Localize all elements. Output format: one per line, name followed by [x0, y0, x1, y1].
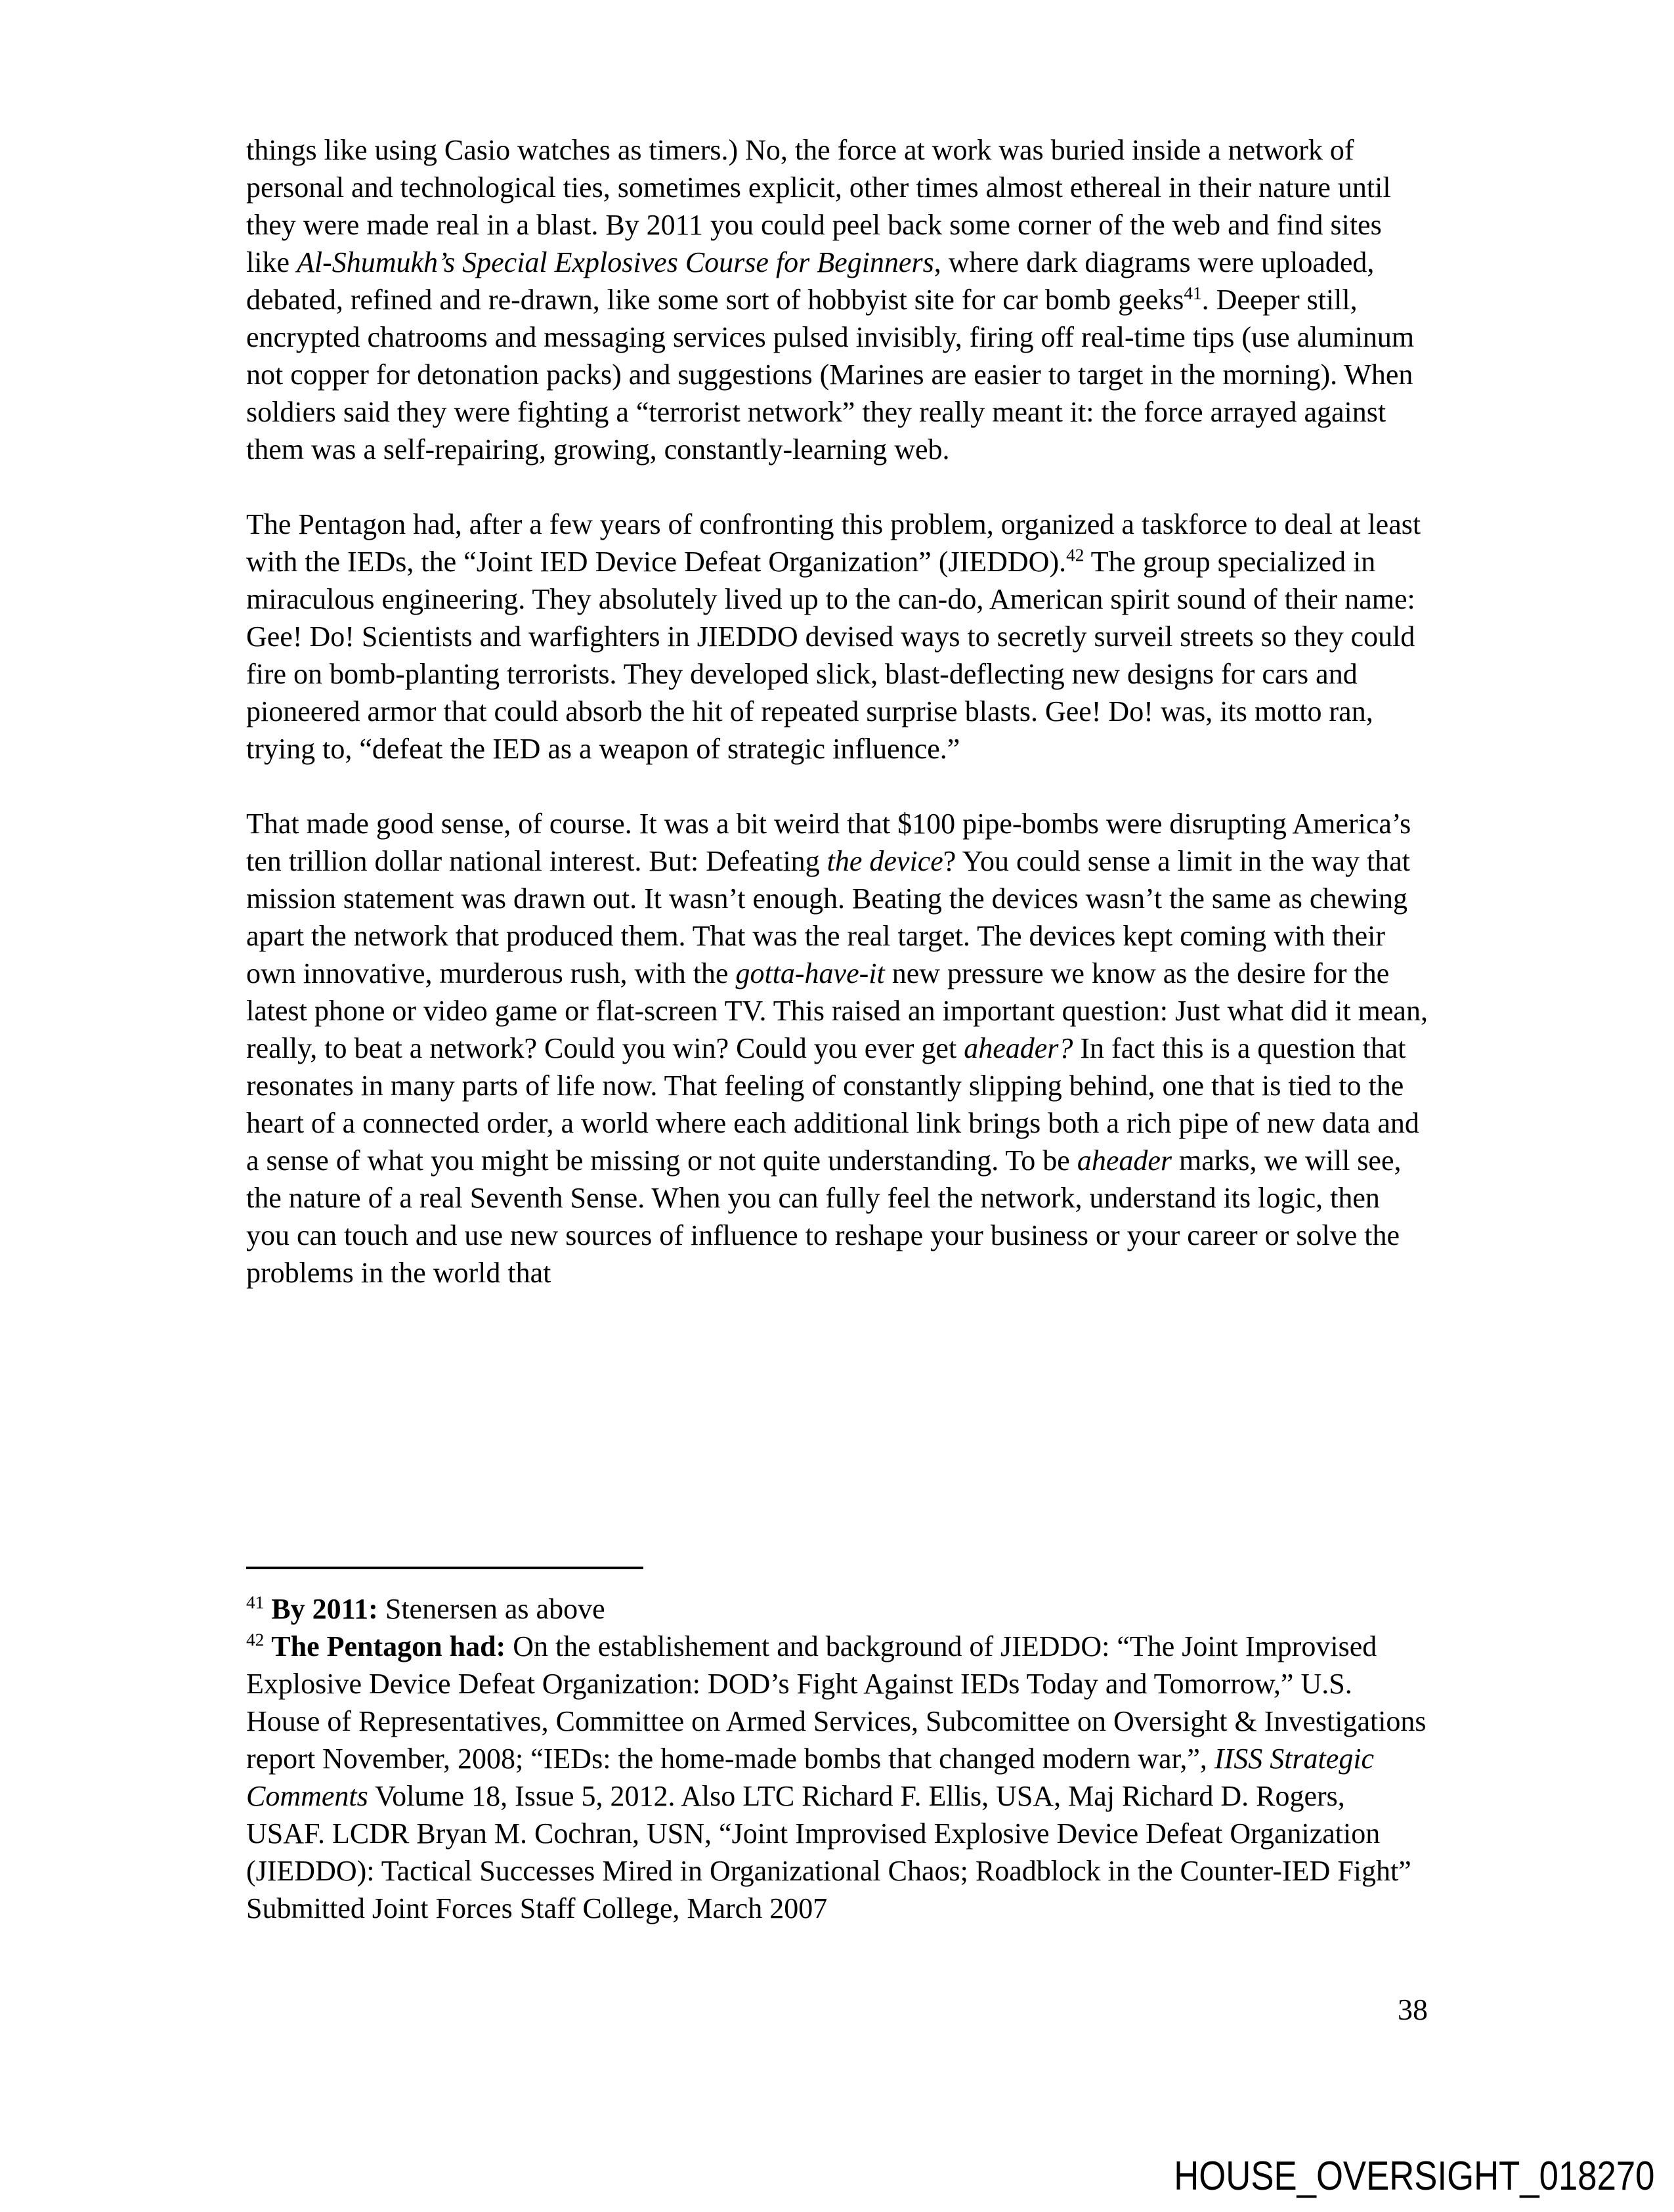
- paragraph: [246, 506, 1428, 768]
- footnote-reference: 41: [1184, 283, 1202, 303]
- text-run: Stenersen as above: [377, 1593, 605, 1625]
- text-run: Volume 18, Issue 5, 2012. Also LTC Richard F. Ellis, USA, Maj Richard D. Rogers, USAF. LCDR Bryan M. Cochran, USN, “Joint Improvised Explosive Device Defeat Organization (JIEDDO): Tactical Successes Mired in Organizational Chaos; Roadblock in the Counter-IED Fight” Submitted Joint Forces Staff College, March 2007: [246, 1780, 1411, 1924]
- paragraph: [246, 805, 1428, 1291]
- footnote: [246, 1628, 1428, 1927]
- bates-stamp: HOUSE_OVERSIGHT_018270: [1173, 2154, 1654, 2199]
- text-run: the device: [826, 845, 943, 877]
- body-text: [246, 131, 1428, 1291]
- text-run: By 2011:: [271, 1593, 378, 1625]
- footnote: [246, 1590, 1428, 1628]
- text-run: , where dark diagrams were uploaded, debated, refined and re-drawn, like some sort of hobbyist site for car bomb geeks: [246, 246, 1375, 316]
- text-run: In fact this is a question that resonates in many parts of life now. That feeling of constantly slipping behind, one that is tied to the heart of a connected order, a world where each additional link brings both a rich pipe of new data and a sense of what you might be missing or not quite understanding. To be: [246, 1032, 1419, 1177]
- text-run: The group specialized in miraculous engineering. They absolutely lived up to the can-do, American spirit sound of their name: Gee! Do! Scientists and warfighters in JIEDDO devised ways to secretly surveil streets so they could fire on bomb-planting terrorists. They developed slick, blast-deflecting new designs for cars and pioneered armor that could absorb the hit of repeated surprise blasts. Gee! Do! was, its motto ran, trying to, “defeat the IED as a weapon of strategic influence.”: [246, 546, 1415, 765]
- text-run: On the establishement and background of JIEDDO: “The Joint Improvised Explosive Device Defeat Organization: DOD’s Fight Against IEDs Today and Tomorrow,” U.S. House of Representatives, Committee on Armed Services, Subcomittee on Oversight & Investigations report November, 2008; “IEDs: the home-made bombs that changed modern war,”,: [246, 1630, 1427, 1775]
- text-run: Al-Shumukh’s Special Explosives Course for Beginners: [296, 246, 934, 278]
- text-run: That made good sense, of course. It was a bit weird that $100 pipe-bombs were disrupting America’s ten trillion dollar national interest. But: Defeating: [246, 808, 1411, 877]
- text-run: The Pentagon had:: [271, 1630, 506, 1662]
- text-run: IISS Strategic Comments: [246, 1743, 1375, 1812]
- text-run: ? You could sense a limit in the way that mission statement was drawn out. It wasn’t enough. Beating the devices wasn’t the same as chewing apart the network that produced them. That was the real target. The devices kept coming with their own innovative, murderous rush, with the: [246, 845, 1411, 989]
- text-run: [264, 1593, 271, 1625]
- text-run: gotta-have-it: [735, 957, 885, 989]
- footnote-reference: 42: [1066, 545, 1084, 565]
- text-run: things like using Casio watches as timers.) No, the force at work was buried inside a network of personal and technological ties, sometimes explicit, other times almost ethereal in their nature until they were made real in a blast. By 2011 you could peel back some corner of the web and find sites like: [246, 134, 1391, 278]
- text-run: marks, we will see, the nature of a real Seventh Sense. When you can fully feel the network, understand its logic, then you can touch and use new sources of influence to reshape your business or your career or solve the problems in the world that: [246, 1144, 1402, 1289]
- paragraph: [246, 131, 1428, 468]
- text-run: The Pentagon had, after a few years of confronting this problem, organized a taskforce to deal at least with the IEDs, the “Joint IED Device Defeat Organization” (JIEDDO).: [246, 508, 1421, 578]
- text-run: new pressure we know as the desire for the latest phone or video game or flat-screen TV. This raised an important question: Just what did it mean, really, to beat a network? Could you win? Could you ever get: [246, 957, 1428, 1064]
- footnote-reference: 42: [246, 1630, 265, 1650]
- text-run: aheader?: [964, 1032, 1073, 1064]
- footnote-reference: 41: [246, 1592, 265, 1613]
- page-number: 38: [1398, 1993, 1428, 2026]
- footnote-separator: [246, 1567, 643, 1569]
- footnote-section: [246, 1590, 1428, 1927]
- text-run: [264, 1630, 271, 1662]
- text-run: . Deeper still, encrypted chatrooms and messaging services pulsed invisibly, firing off real-time tips (use aluminum not copper for detonation packs) and suggestions (Marines are easier to target in the morning). When soldiers said they were fighting a “terrorist network” they really meant it: the force arrayed against them was a self-repairing, growing, constantly-learning web.: [246, 284, 1415, 466]
- text-run: aheader: [1077, 1144, 1172, 1177]
